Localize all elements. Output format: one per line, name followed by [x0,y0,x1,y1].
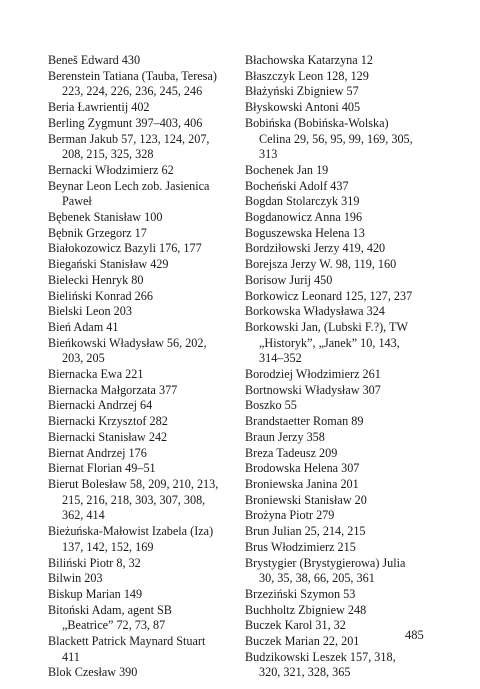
index-entry: Berman Jakub 57, 123, 124, 207, 208, 215, 325, 328 [48,131,210,162]
index-entry: Brożyna Piotr 279 [245,508,335,523]
index-entry: Buczek Karol 31, 32 [245,618,346,633]
index-entry: Brun Julian 25, 214, 215 [245,524,366,539]
index-entry: Blok Czesław 390 [48,665,138,680]
index-entry: Bobińska (Bobińska-Wolska) Celina 29, 56, 95, 99, 169, 305, 313 [245,115,413,162]
index-entry: Bogdanowicz Anna 196 [245,210,363,225]
index-entry: Brzeziński Szymon 53 [245,586,356,601]
index-entry: Beynar Leon Lech zob. Jasienica Paweł [48,178,210,209]
index-entry: Biernacka Małgorzata 377 [48,382,178,397]
index-entry: Biernacka Ewa 221 [48,367,144,382]
index-entry: Bielecki Henryk 80 [48,272,144,287]
index-entry: Biernat Florian 49–51 [48,461,156,476]
index-entry: Biernacki Andrzej 64 [48,398,153,413]
index-entry: Breza Tadeusz 209 [245,445,338,460]
index-entry: Biskup Marian 149 [48,586,143,601]
index-entry: Boguszewska Helena 13 [245,225,365,240]
index-entry: Broniewska Janina 201 [245,476,359,491]
index-entry: Błyskowski Antoni 405 [245,100,361,115]
index-entry: Braun Jerzy 358 [245,429,325,444]
index-entry: Bębnik Grzegorz 17 [48,225,147,240]
index-entry: Biegański Stanisław 429 [48,257,169,272]
index-entry: Beria Ławrientij 402 [48,100,150,115]
index-entry: Bębenek Stanisław 100 [48,210,163,225]
index-entry: Borejsza Jerzy W. 98, 119, 160 [245,257,397,272]
page-number: 485 [405,628,424,642]
index-entry: Bitoński Adam, agent SB „Beatrice” 72, 73, 87 [48,602,172,633]
index-entry: Berenstein Tatiana (Tauba, Teresa) 223, 224, 226, 236, 245, 246 [48,68,217,99]
index-entry: Bortnowski Władysław 307 [245,382,381,397]
index-entry: Buchholtz Zbigniew 248 [245,602,367,617]
index-entry: Bielski Leon 203 [48,304,132,319]
index-entry: Biliński Piotr 8, 32 [48,555,141,570]
index-entry: Blackett Patrick Maynard Stuart 411 [48,634,206,664]
index-entry: Białokozowicz Bazyli 176, 177 [48,241,202,256]
index-entry: Brandstaetter Roman 89 [245,414,364,429]
index-entry: Bilwin 203 [48,571,103,586]
index-entry: Bień Adam 41 [48,319,119,334]
index-entry: Błachowska Katarzyna 12 [245,53,373,67]
index-entry: Borkowska Władysława 324 [245,304,385,319]
index-entry: Broniewski Stanisław 20 [245,492,367,507]
index-entry: Biernat Andrzej 176 [48,445,147,460]
index-column-right [245,53,445,681]
index-entry: Błaszczyk Leon 128, 129 [245,68,369,83]
index-entry: Buczek Marian 22, 201 [245,634,360,649]
index-entry: Błażyński Zbigniew 57 [245,84,359,99]
index-entry: Bogdan Stolarczyk 319 [245,194,360,209]
index-entry: Boszko 55 [245,398,297,413]
index-entry: Biernacki Krzysztof 282 [48,414,168,429]
index-entry: Bocheński Adolf 437 [245,178,349,193]
index-entry: Berling Zygmunt 397–403, 406 [48,115,203,130]
index-entry: Brodowska Helena 307 [245,461,360,476]
index-entry: Borkowicz Leonard 125, 127, 237 [245,288,413,303]
index-entry: Borodziej Włodzimierz 261 [245,367,381,382]
index-entry: Biernacki Stanisław 242 [48,429,168,444]
index-column-left [48,53,238,681]
index-entry: Bochenek Jan 19 [245,162,329,177]
index-entry: Bordziłowski Jerzy 419, 420 [245,241,386,256]
index-entry: Bieżuńska-Małowist Izabela (Iza) 137, 142, 152, 169 [48,524,214,554]
index-entry: Brystygier (Brystygierowa) Julia 30, 35, 38, 66, 205, 361 [245,555,406,586]
index-entry: Borkowski Jan, (Lubski F.?), TW „Historyk”, „Janek” 10, 143, 314–352 [245,319,408,366]
index-entry: Borisow Jurij 450 [245,272,333,287]
index-entry: Budzikowski Leszek 157, 318, 320, 321, 328, 365 [245,649,396,680]
index-entry: Brus Włodzimierz 215 [245,539,356,554]
index-entry: Beneš Edward 430 [48,53,141,67]
index-entry: Bierut Bolesław 58, 209, 210, 213, 215, 216, 218, 303, 307, 308, 362, 414 [48,476,219,523]
index-entry: Bieńkowski Władysław 56, 202, 203, 205 [48,335,207,366]
index-entry: Bieliński Konrad 266 [48,288,153,303]
index-entry: Bernacki Włodzimierz 62 [48,162,174,177]
